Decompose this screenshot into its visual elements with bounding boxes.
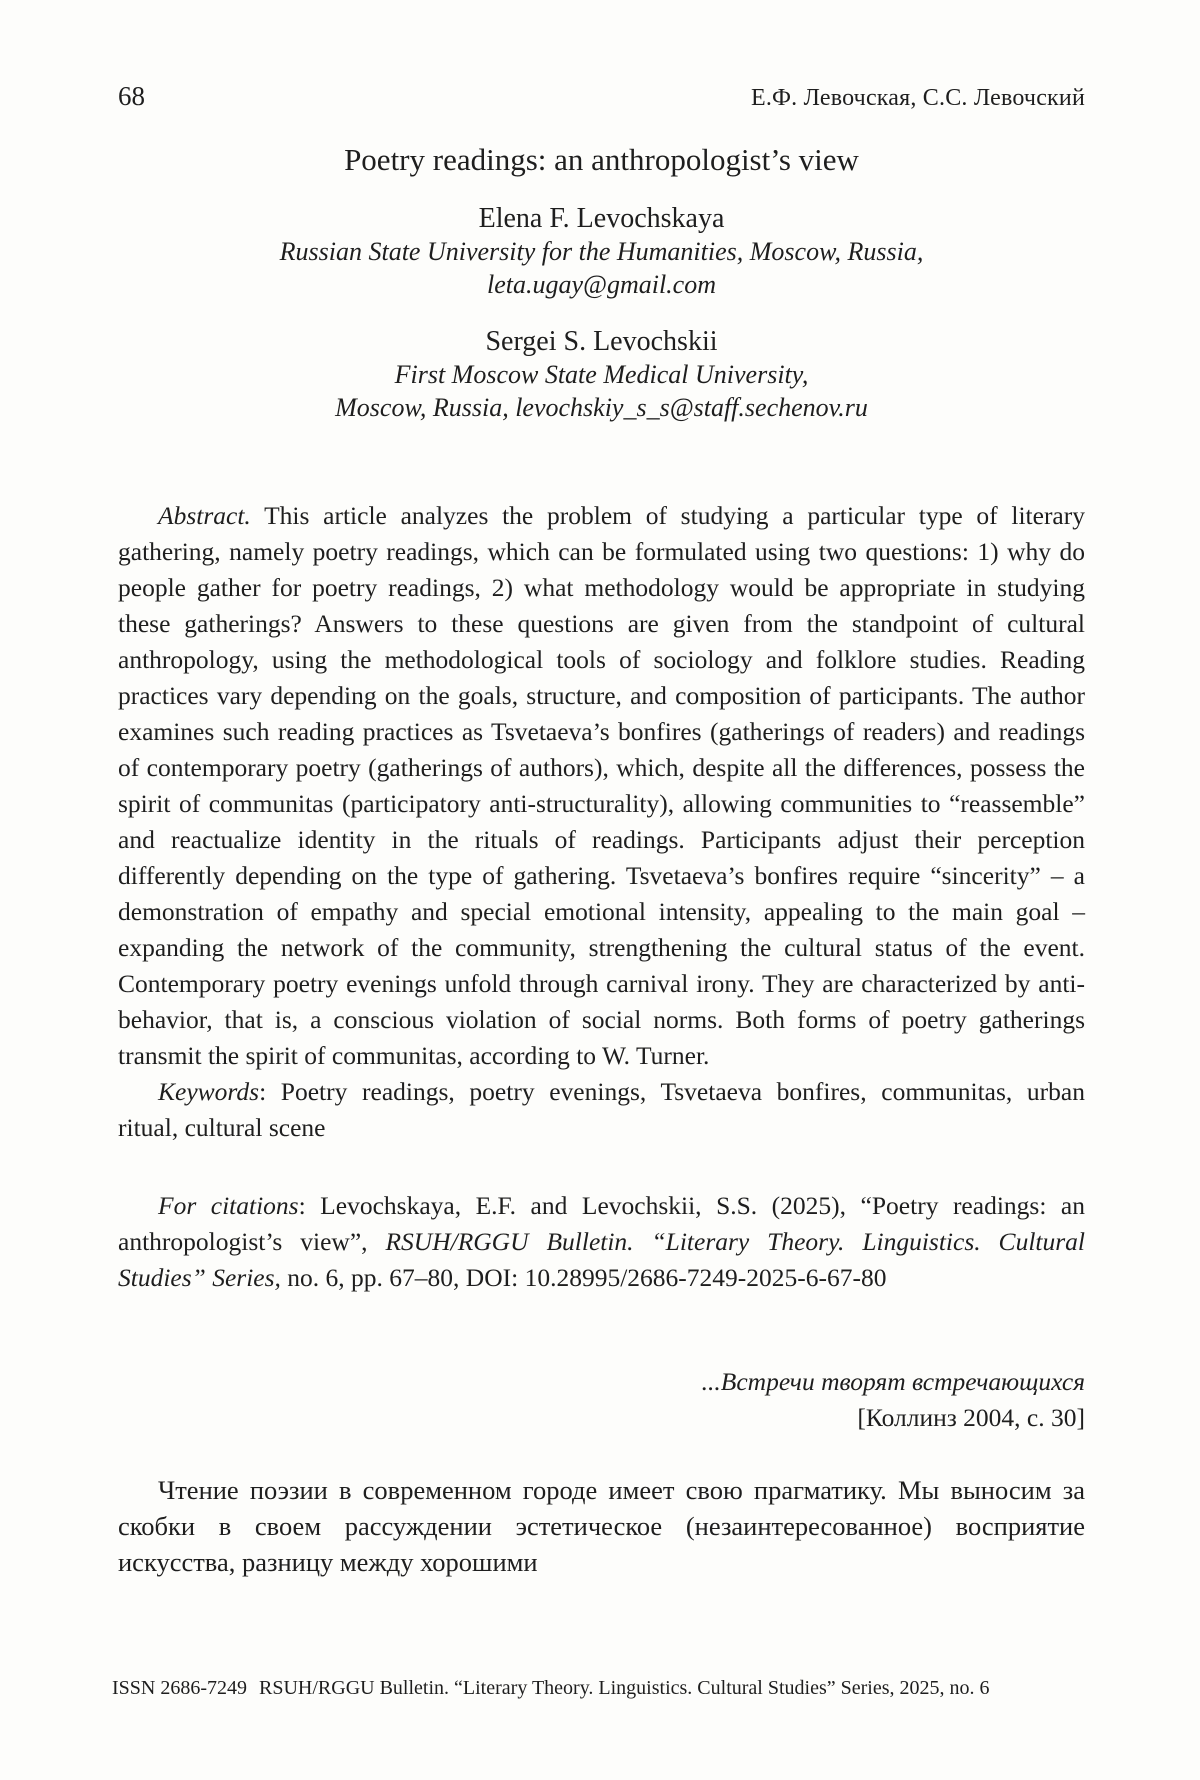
author-email: leta.ugay@gmail.com xyxy=(487,269,716,299)
page-number: 68 xyxy=(118,81,145,111)
body-paragraph-ru: Чтение поэзии в современном городе имеет свою прагматику. Мы выносим за скобки в своем рассуждении эстетическое (незаинтересованное) восприятие искусства, разницу между хорошими xyxy=(118,1474,1085,1577)
abstract-text: This article analyzes the problem of studying a particular type of literary gathering, namely poetry readings, which can be formulated using two questions: 1) why do people gather for poetry readings, 2) what methodology would be appropriate in studying these gatherings? Answers to these questions are given from the standpoint of cultural anthropology, using the methodological tools of sociology and folklore studies. Reading practices vary depending on the goals, structure, and composition of participants. The author examines such reading practices as Tsvetaeva’s bonfires (gatherings of readers) and readings of contemporary poetry (gatherings of authors), which, despite all the differences, possess the spirit of communitas (participatory anti-structurality), allowing communities to “reassemble” and reactualize identity in the rituals of readings. Participants adjust their perception differently depending on the type of gathering. Tsvetaeva’s bonfires require “sincerity” – a demonstration of empathy and special emotional intensity, appealing to the main goal – expanding the network of the community, strengthening the cultural status of the event. Contemporary poetry evenings unfold through carnival irony. They are characterized by anti-behavior, that is, a conscious violation of social norms. Both forms of poetry gatherings transmit the spirit of communitas, according to W. Turner. xyxy=(118,500,1085,1070)
keywords-label: Keywords xyxy=(158,1076,260,1106)
abstract-paragraph xyxy=(118,498,1085,1074)
author-affiliation: First Moscow State Medical University, xyxy=(394,359,809,389)
citation-section xyxy=(118,1188,1085,1296)
author-email: Moscow, Russia, levochskiy_s_s@staff.sechenov.ru xyxy=(335,392,868,422)
citation-paragraph xyxy=(118,1188,1085,1296)
body-text-section xyxy=(118,1472,1085,1580)
abstract-section xyxy=(118,498,1085,1146)
article-title: Poetry readings: an anthropologist’s view xyxy=(344,141,859,177)
epigraph xyxy=(118,1364,1085,1436)
author-block-2 xyxy=(118,325,1085,424)
citation-text-2: no. 6, pp. 67–80, DOI: 10.28995/2686-7249-2025-6-67-80 xyxy=(280,1262,887,1292)
author-name: Elena F. Levochskaya xyxy=(478,202,725,234)
epigraph-quote: ...Встречи творят встречающихся xyxy=(701,1366,1085,1396)
epigraph-source: [Коллинз 2004, с. 30] xyxy=(857,1402,1085,1432)
footer-journal-line: RSUH/RGGU Bulletin. “Literary Theory. Linguistics. Cultural Studies” Series, 2025, no. 6 xyxy=(259,1677,990,1699)
author-affiliation: Russian State University for the Humanities, Moscow, Russia, xyxy=(279,236,924,266)
footer-issn: ISSN 2686-7249 xyxy=(112,1677,248,1699)
keywords-text: : Poetry readings, poetry evenings, Tsvetaeva bonfires, communitas, urban ritual, cultural scene xyxy=(118,1076,1085,1142)
author-name: Sergei S. Levochskii xyxy=(485,325,718,357)
running-header xyxy=(118,80,1085,113)
citation-label: For citations xyxy=(158,1190,299,1220)
citation-text-1: : Levochskaya, E.F. and Levochskii, S.S. (2025), “Poetry readings: an anthropologist’s view”, xyxy=(118,1190,1085,1256)
running-head-authors: Е.Ф. Левочская, С.С. Левочский xyxy=(750,85,1085,111)
author-block-1 xyxy=(118,202,1085,301)
page-footer xyxy=(112,1676,1090,1700)
abstract-label: Abstract. xyxy=(158,500,251,530)
keywords-paragraph xyxy=(118,1074,1085,1146)
citation-source-italic: RSUH/RGGU Bulletin. “Literary Theory. Linguistics. Cultural Studies” Series, xyxy=(118,1226,1085,1292)
